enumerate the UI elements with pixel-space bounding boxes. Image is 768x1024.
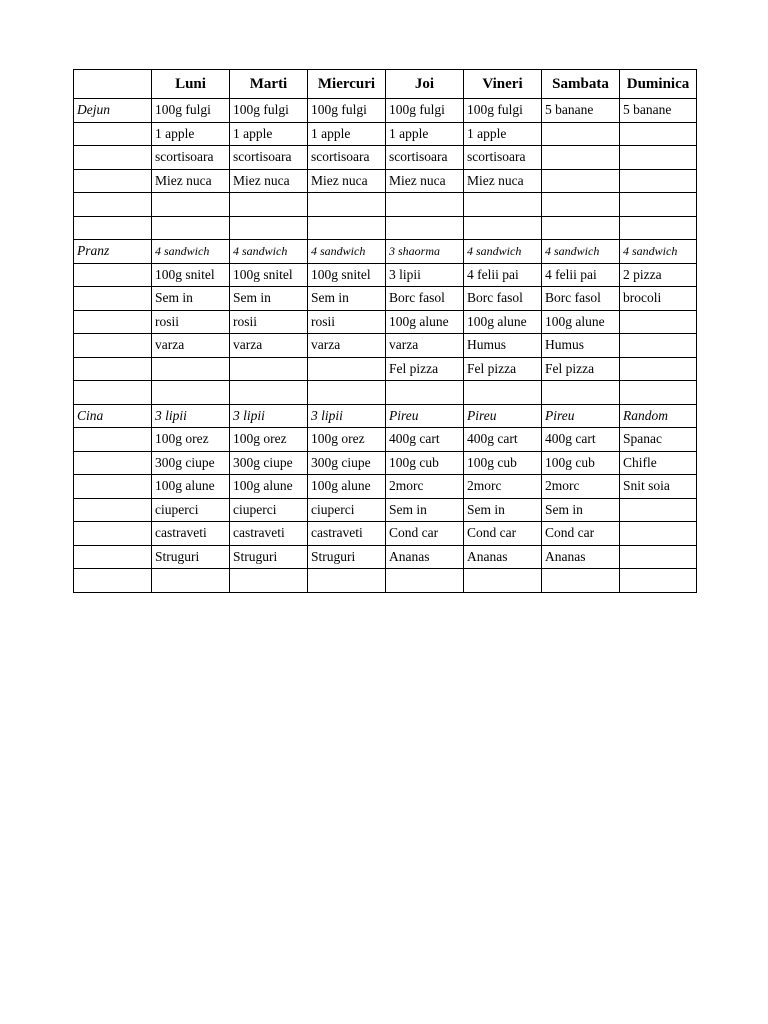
table-cell: Fel pizza <box>542 357 620 381</box>
table-cell: 4 felii pai <box>542 263 620 287</box>
table-cell <box>542 569 620 593</box>
table-cell: 100g alune <box>230 475 308 499</box>
header-row <box>74 70 697 99</box>
meal-label-empty <box>74 451 152 475</box>
table-cell <box>620 357 697 381</box>
table-cell: 3 shaorma <box>386 240 464 264</box>
table-cell: 1 apple <box>152 122 230 146</box>
table-cell: 100g cub <box>464 451 542 475</box>
table-cell: Ananas <box>464 545 542 569</box>
table-cell <box>464 381 542 405</box>
table-row <box>74 193 697 217</box>
table-cell: 100g orez <box>152 428 230 452</box>
table-cell <box>230 569 308 593</box>
table-row <box>74 475 697 499</box>
meal-label-empty <box>74 169 152 193</box>
table-cell: 4 sandwich <box>464 240 542 264</box>
table-cell <box>620 216 697 240</box>
table-row <box>74 545 697 569</box>
table-cell: Fel pizza <box>386 357 464 381</box>
table-cell: Miez nuca <box>386 169 464 193</box>
meal-label-empty <box>74 522 152 546</box>
table-cell: 100g fulgi <box>308 99 386 123</box>
table-cell: Pireu <box>386 404 464 428</box>
table-cell: Cond car <box>542 522 620 546</box>
table-cell: Borc fasol <box>464 287 542 311</box>
table-cell <box>542 169 620 193</box>
table-cell <box>464 193 542 217</box>
table-cell: Pireu <box>542 404 620 428</box>
table-cell: 2 pizza <box>620 263 697 287</box>
table-cell <box>620 169 697 193</box>
table-cell <box>230 381 308 405</box>
table-cell <box>308 216 386 240</box>
table-cell <box>542 216 620 240</box>
table-cell: scortisoara <box>152 146 230 170</box>
table-cell <box>464 216 542 240</box>
table-cell: Sem in <box>386 498 464 522</box>
meal-label-empty <box>74 287 152 311</box>
table-row <box>74 216 697 240</box>
table-row <box>74 381 697 405</box>
table-cell: 100g snitel <box>308 263 386 287</box>
table-cell: varza <box>230 334 308 358</box>
table-cell: 100g cub <box>542 451 620 475</box>
table-row <box>74 569 697 593</box>
table-cell: Sem in <box>542 498 620 522</box>
meal-label-empty <box>74 146 152 170</box>
table-cell <box>620 193 697 217</box>
table-cell <box>620 545 697 569</box>
table-cell <box>152 193 230 217</box>
table-cell: 3 lipii <box>230 404 308 428</box>
table-cell: 5 banane <box>620 99 697 123</box>
table-cell: Miez nuca <box>152 169 230 193</box>
table-cell: 100g snitel <box>152 263 230 287</box>
meal-label-empty <box>74 475 152 499</box>
table-cell: 300g ciupe <box>230 451 308 475</box>
table-cell: varza <box>386 334 464 358</box>
table-cell: varza <box>308 334 386 358</box>
table-cell: 5 banane <box>542 99 620 123</box>
table-cell: 300g ciupe <box>308 451 386 475</box>
table-cell <box>308 357 386 381</box>
meal-label-empty <box>74 545 152 569</box>
table-cell: 1 apple <box>386 122 464 146</box>
table-row <box>74 310 697 334</box>
table-cell <box>542 193 620 217</box>
table-cell: ciuperci <box>308 498 386 522</box>
table-cell: 4 felii pai <box>464 263 542 287</box>
day-header-miercuri: Miercuri <box>308 70 386 99</box>
table-cell: 400g cart <box>542 428 620 452</box>
table-cell: 100g orez <box>308 428 386 452</box>
table-cell: Snit soia <box>620 475 697 499</box>
table-cell <box>386 569 464 593</box>
table-cell: rosii <box>152 310 230 334</box>
table-cell: Humus <box>542 334 620 358</box>
table-cell: 2morc <box>542 475 620 499</box>
table-cell: rosii <box>308 310 386 334</box>
day-header-joi: Joi <box>386 70 464 99</box>
table-cell: Cond car <box>386 522 464 546</box>
table-cell: brocoli <box>620 287 697 311</box>
table-row <box>74 99 697 123</box>
table-row <box>74 451 697 475</box>
meal-plan-table <box>73 69 697 593</box>
meal-label-dejun: Dejun <box>74 99 152 123</box>
table-cell: 300g ciupe <box>152 451 230 475</box>
table-cell: Fel pizza <box>464 357 542 381</box>
table-row <box>74 169 697 193</box>
table-cell: 100g alune <box>464 310 542 334</box>
meal-label-empty <box>74 310 152 334</box>
table-cell: 100g snitel <box>230 263 308 287</box>
table-cell <box>620 146 697 170</box>
table-cell: 1 apple <box>308 122 386 146</box>
day-header-marti: Marti <box>230 70 308 99</box>
meal-label-empty <box>74 357 152 381</box>
table-cell: 1 apple <box>230 122 308 146</box>
table-row <box>74 357 697 381</box>
table-cell <box>386 193 464 217</box>
table-cell: 100g cub <box>386 451 464 475</box>
table-cell: 4 sandwich <box>308 240 386 264</box>
table-cell <box>308 569 386 593</box>
day-header-sambata: Sambata <box>542 70 620 99</box>
table-cell: Cond car <box>464 522 542 546</box>
table-row <box>74 287 697 311</box>
table-cell <box>542 122 620 146</box>
table-row <box>74 522 697 546</box>
table-cell <box>620 334 697 358</box>
table-cell: 100g alune <box>308 475 386 499</box>
table-cell: ciuperci <box>152 498 230 522</box>
table-cell <box>620 569 697 593</box>
table-row <box>74 263 697 287</box>
meal-label-empty <box>74 498 152 522</box>
table-cell <box>386 216 464 240</box>
table-cell: rosii <box>230 310 308 334</box>
table-cell <box>386 381 464 405</box>
table-cell: 400g cart <box>464 428 542 452</box>
corner-cell <box>74 70 152 99</box>
table-cell: Miez nuca <box>230 169 308 193</box>
table-cell: 100g fulgi <box>230 99 308 123</box>
meal-label-empty <box>74 569 152 593</box>
table-cell: 4 sandwich <box>230 240 308 264</box>
table-cell <box>620 122 697 146</box>
table-cell: Ananas <box>386 545 464 569</box>
table-cell <box>620 522 697 546</box>
table-cell: 100g alune <box>152 475 230 499</box>
table-cell: scortisoara <box>386 146 464 170</box>
table-row <box>74 428 697 452</box>
table-cell: Struguri <box>230 545 308 569</box>
table-cell <box>620 310 697 334</box>
table-row <box>74 498 697 522</box>
table-cell: Ananas <box>542 545 620 569</box>
table-cell: 100g fulgi <box>152 99 230 123</box>
meal-label-empty <box>74 334 152 358</box>
table-cell: Struguri <box>152 545 230 569</box>
table-cell: 100g fulgi <box>386 99 464 123</box>
meal-label-empty <box>74 428 152 452</box>
table-cell <box>152 381 230 405</box>
table-cell <box>308 193 386 217</box>
table-cell: 4 sandwich <box>542 240 620 264</box>
meal-label-empty <box>74 193 152 217</box>
day-header-vineri: Vineri <box>464 70 542 99</box>
table-cell: Sem in <box>152 287 230 311</box>
meal-label-pranz: Pranz <box>74 240 152 264</box>
table-cell: 100g alune <box>386 310 464 334</box>
table-cell <box>230 216 308 240</box>
table-cell <box>152 216 230 240</box>
table-cell: 4 sandwich <box>152 240 230 264</box>
table-cell <box>620 498 697 522</box>
table-cell: castraveti <box>230 522 308 546</box>
table-cell: Miez nuca <box>464 169 542 193</box>
table-cell <box>152 357 230 381</box>
table-cell: 3 lipii <box>152 404 230 428</box>
meal-label-empty <box>74 122 152 146</box>
table-cell: 2morc <box>464 475 542 499</box>
table-row <box>74 146 697 170</box>
table-cell: Borc fasol <box>542 287 620 311</box>
table-cell: Chifle <box>620 451 697 475</box>
table-cell: 2morc <box>386 475 464 499</box>
table-cell: castraveti <box>308 522 386 546</box>
meal-label-empty <box>74 216 152 240</box>
day-header-duminica: Duminica <box>620 70 697 99</box>
table-cell: Humus <box>464 334 542 358</box>
table-cell: 100g fulgi <box>464 99 542 123</box>
meal-label-cina: Cina <box>74 404 152 428</box>
table-cell: 100g alune <box>542 310 620 334</box>
table-cell <box>230 193 308 217</box>
table-cell: 3 lipii <box>308 404 386 428</box>
table-cell: 1 apple <box>464 122 542 146</box>
table-cell <box>542 381 620 405</box>
table-cell <box>230 357 308 381</box>
table-cell: 4 sandwich <box>620 240 697 264</box>
table-body <box>74 99 697 593</box>
table-row <box>74 240 697 264</box>
table-cell <box>620 381 697 405</box>
table-cell: scortisoara <box>230 146 308 170</box>
table-cell: Random <box>620 404 697 428</box>
table-row <box>74 404 697 428</box>
table-cell: Miez nuca <box>308 169 386 193</box>
table-cell: Spanac <box>620 428 697 452</box>
table-row <box>74 334 697 358</box>
table-cell: castraveti <box>152 522 230 546</box>
table-cell <box>464 569 542 593</box>
table-cell: varza <box>152 334 230 358</box>
table-cell: Sem in <box>230 287 308 311</box>
meal-label-empty <box>74 263 152 287</box>
table-cell: 100g orez <box>230 428 308 452</box>
table-cell <box>152 569 230 593</box>
table-cell: scortisoara <box>308 146 386 170</box>
table-cell: Borc fasol <box>386 287 464 311</box>
day-header-luni: Luni <box>152 70 230 99</box>
table-cell: Pireu <box>464 404 542 428</box>
table-row <box>74 122 697 146</box>
table-cell: 3 lipii <box>386 263 464 287</box>
table-cell: Struguri <box>308 545 386 569</box>
table-cell: 400g cart <box>386 428 464 452</box>
table-cell: Sem in <box>308 287 386 311</box>
table-cell <box>542 146 620 170</box>
table-cell: Sem in <box>464 498 542 522</box>
table-cell <box>308 381 386 405</box>
meal-label-empty <box>74 381 152 405</box>
table-cell: ciuperci <box>230 498 308 522</box>
table-cell: scortisoara <box>464 146 542 170</box>
